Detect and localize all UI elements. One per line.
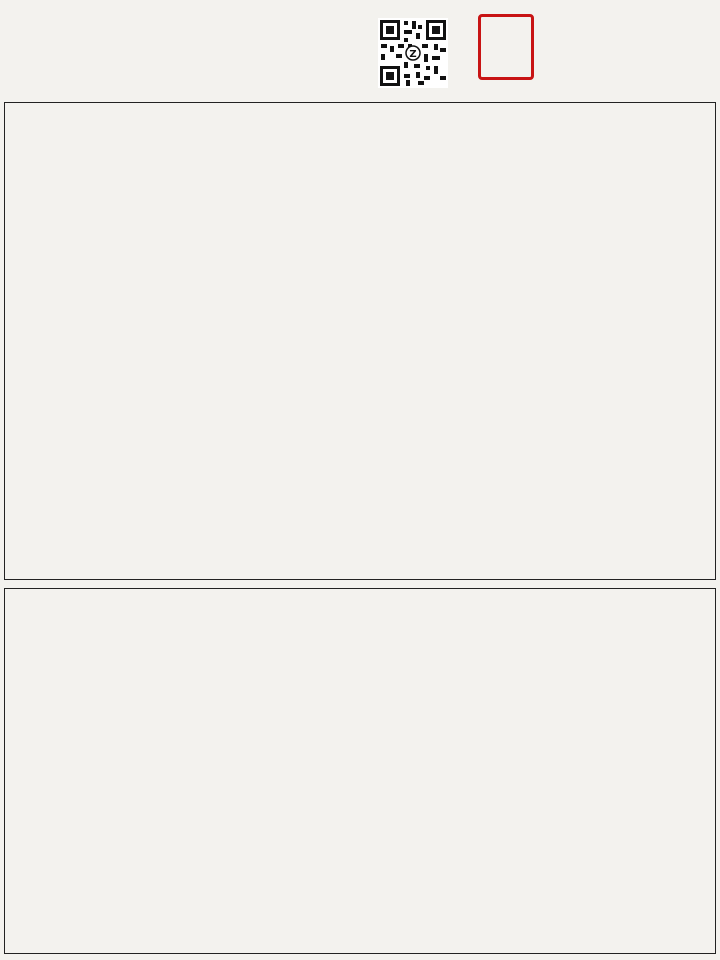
svg-text:Z: Z (409, 49, 417, 60)
header (0, 0, 720, 100)
pillars-grid (4, 102, 716, 580)
seal-logo (478, 14, 534, 80)
annual-years-grid (4, 588, 716, 954)
qr-code-icon[interactable] (378, 18, 448, 88)
